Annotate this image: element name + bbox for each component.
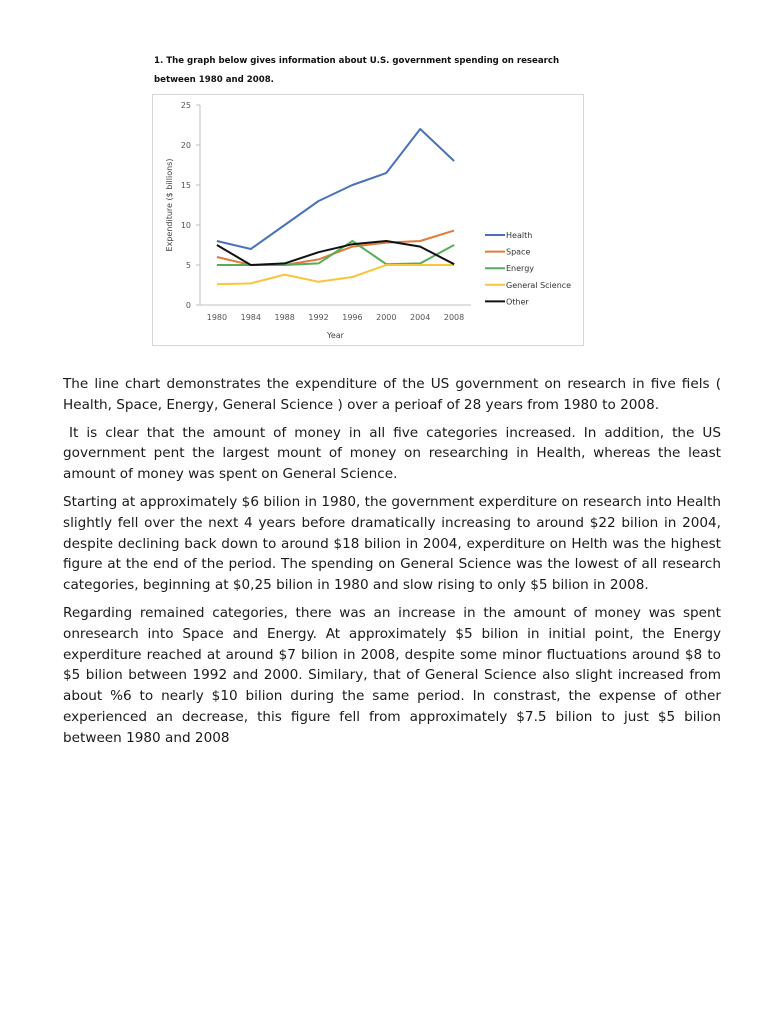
y-tick-label: 15: [180, 181, 191, 190]
series-line-general-science: [217, 265, 454, 284]
y-tick-label: 5: [185, 261, 191, 270]
series-line-energy: [217, 241, 454, 265]
y-tick-label: 25: [180, 101, 191, 110]
x-tick-label: 2008: [443, 313, 465, 322]
y-tick-label: 20: [180, 141, 191, 150]
x-tick-label: 1988: [274, 313, 295, 322]
chart-frame: [152, 94, 584, 346]
y-tick-label: 0: [185, 301, 191, 310]
question-figure: [148, 46, 584, 346]
essay-paragraph-body-2: Regarding remained categories, there was an increase in the amount of money was spent onresearch into Space and Energy. At approximately $5 bilion in initial point, the Energy experditure reached at around $7 bilion in 2008, despite some minor fluctuations around $8 to $5 bilion between 1992 and 2000. Similary, that of General Science also slight increased from about %6 to nearly $10 bilion during the same period. In constrast, the expense of other experienced an decrease, this figure fell from approximately $7.5 bilion to just $5 bilion between 1980 and 2008: [63, 604, 721, 746]
line-chart: [153, 95, 583, 345]
x-tick-label: 2000: [376, 313, 397, 322]
y-tick-label: 10: [180, 221, 191, 230]
essay-body: [63, 374, 721, 756]
series-line-health: [217, 129, 454, 249]
x-tick-label: 1980: [206, 313, 228, 322]
legend-label: General Science: [506, 280, 572, 290]
essay-paragraph-overview: It is clear that the amount of money in all five categories increased. In addition, the US government pent the largest mount of money on researching in Health, whereas the least amount of money was spent on General Science.: [63, 424, 721, 483]
essay-paragraph-body-1: Starting at approximately $6 bilion in 1980, the government experditure on research into Health slightly fell over the next 4 years before dramatically increasing to around $22 bilion in 2004, despite declining back down to around $18 bilion in 2004, experditure on Helth was the highest figure at the end of the period. The spending on General Science was the lowest of all research categories, beginning at $0,25 bilion in 1980 and slow rising to only $5 bilion in 2008.: [63, 493, 721, 594]
x-tick-label: 1992: [308, 313, 329, 322]
x-tick-label: 2004: [410, 313, 431, 322]
legend-label: Space: [506, 247, 531, 257]
question-title: 1. The graph below gives information about U.S. government spending on research between 1980 and 2008.: [154, 56, 560, 85]
essay-paragraph-intro: The line chart demonstrates the expenditure of the US government on research in five fiels ( Health, Space, Energy, General Science ) over a perioaf of 28 years from 1980 to 2008.: [63, 376, 721, 413]
legend-label: Health: [506, 231, 533, 240]
x-tick-label: 1984: [240, 313, 261, 322]
legend-label: Energy: [506, 264, 535, 274]
y-axis-label: Expenditure ($ billions): [165, 158, 174, 252]
x-axis-label: Year: [327, 331, 344, 340]
legend-label: Other: [506, 297, 529, 307]
x-tick-label: 1996: [342, 313, 363, 322]
